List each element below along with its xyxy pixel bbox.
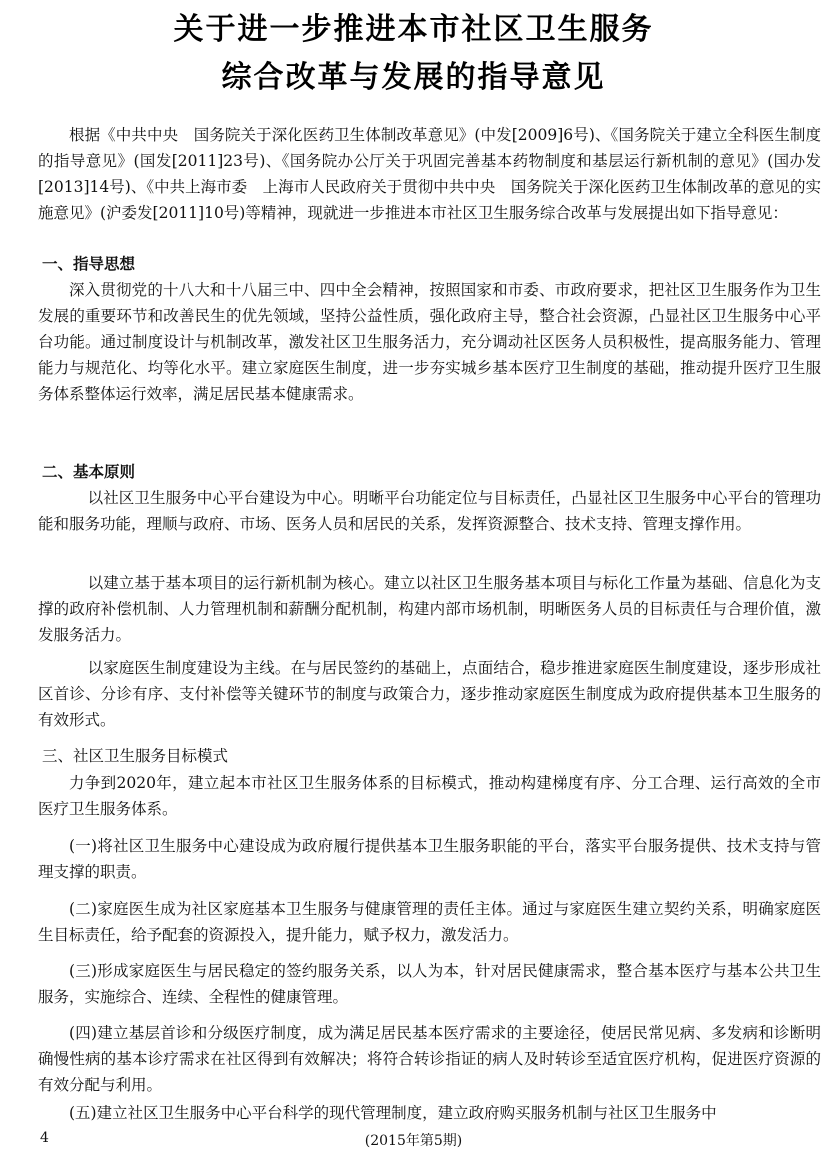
section-3-item-4: (四)建立基层首诊和分级医疗制度，成为满足居民基本医疗需求的主要途径，使居民常见病、多发病和诊断明确慢性病的基本诊疗需求在社区得到有效解决；将符合转诊指证的病人及时转诊至适宜医疗机构，促进医疗资源的有效分配与利用。	[38, 1024, 821, 1094]
section-2-paragraph-2: 以建立基于基本项目的运行新机制为核心。建立以社区卫生服务基本项目与标化工作量为基础、信息化为支撑的政府补偿机制、人力管理机制和薪酬分配机制，构建内部市场机制，明晰医务人员的目标责任与合理价值，激发服务活力。	[38, 574, 821, 644]
section-2-paragraph-1: 以社区卫生服务中心平台建设为中心。明晰平台功能定位与目标责任，凸显社区卫生服务中心平台的管理功能和服务功能，理顺与政府、市场、医务人员和居民的关系，发挥资源整合、技术支持、管理支撑作用。	[38, 489, 821, 533]
page-number: 4	[40, 1130, 49, 1146]
section-3-heading: 三、社区卫生服务目标模式	[42, 747, 229, 765]
section-3-item-3: (三)形成家庭医生与居民稳定的签约服务关系，以人为本，针对居民健康需求，整合基本医疗与基本公共卫生服务，实施综合、连续、全程性的健康管理。	[38, 962, 821, 1006]
section-3-item-5: (五)建立社区卫生服务中心平台科学的现代管理制度，建立政府购买服务机制与社区卫生服务中	[69, 1104, 717, 1122]
issue-label: (2015年第5期)	[364, 1133, 463, 1149]
section-3-item-1: (一)将社区卫生服务中心建设成为政府履行提供基本卫生服务职能的平台，落实平台服务提供、技术支持与管理支撑的职责。	[38, 837, 821, 881]
section-3-paragraph: 力争到2020年，建立起本市社区卫生服务体系的目标模式，推动构建梯度有序、分工合理、运行高效的全市医疗卫生服务体系。	[38, 774, 821, 818]
document-title-line-1: 关于进一步推进本市社区卫生服务	[173, 12, 654, 47]
section-3-item-2: (二)家庭医生成为社区家庭基本卫生服务与健康管理的责任主体。通过与家庭医生建立契约关系，明确家庭医生目标责任，给予配套的资源投入，提升能力，赋予权力，激发活力。	[38, 900, 821, 944]
document-title-line-2: 综合改革与发展的指导意见	[221, 60, 606, 95]
section-2-paragraph-3: 以家庭医生制度建设为主线。在与居民签约的基础上，点面结合，稳步推进家庭医生制度建设，逐步形成社区首诊、分诊有序、支付补偿等关键环节的制度与政策合力，逐步推动家庭医生制度成为政府提供基本卫生服务的有效形式。	[38, 659, 821, 729]
section-2-heading: 二、基本原则	[42, 463, 136, 481]
section-1-paragraph: 深入贯彻党的十八大和十八届三中、四中全会精神，按照国家和市委、市政府要求，把社区卫生服务作为卫生发展的重要环节和改善民生的优先领域，坚持公益性质，强化政府主导，整合社会资源，凸显社区卫生服务中心平台功能。通过制度设计与机制改革，激发社区卫生服务活力，充分调动社区医务人员积极性，提高服务能力、管理能力与规范化、均等化水平。建立家庭医生制度，进一步夯实城乡基本医疗卫生制度的基础，推动提升医疗卫生服务体系整体运行效率，满足居民基本健康需求。	[38, 281, 821, 403]
intro-paragraph: 根据《中共中央 国务院关于深化医药卫生体制改革意见》(中发[2009]6号)、《国务院关于建立全科医生制度的指导意见》(国发[2011]23号)、《国务院办公厅关于巩固完善基本药物制度和基层运行新机制的意见》(国办发[2013]14号)、《中共上海市委 上海市人民政府关于贯彻中共中央 国务院关于深化医药卫生体制改革的意见的实施意见》(沪委发[2011]10号)等精神，现就进一步推进本市社区卫生服务综合改革与发展提出如下指导意见：	[38, 126, 821, 222]
section-1-heading: 一、指导思想	[42, 255, 136, 273]
